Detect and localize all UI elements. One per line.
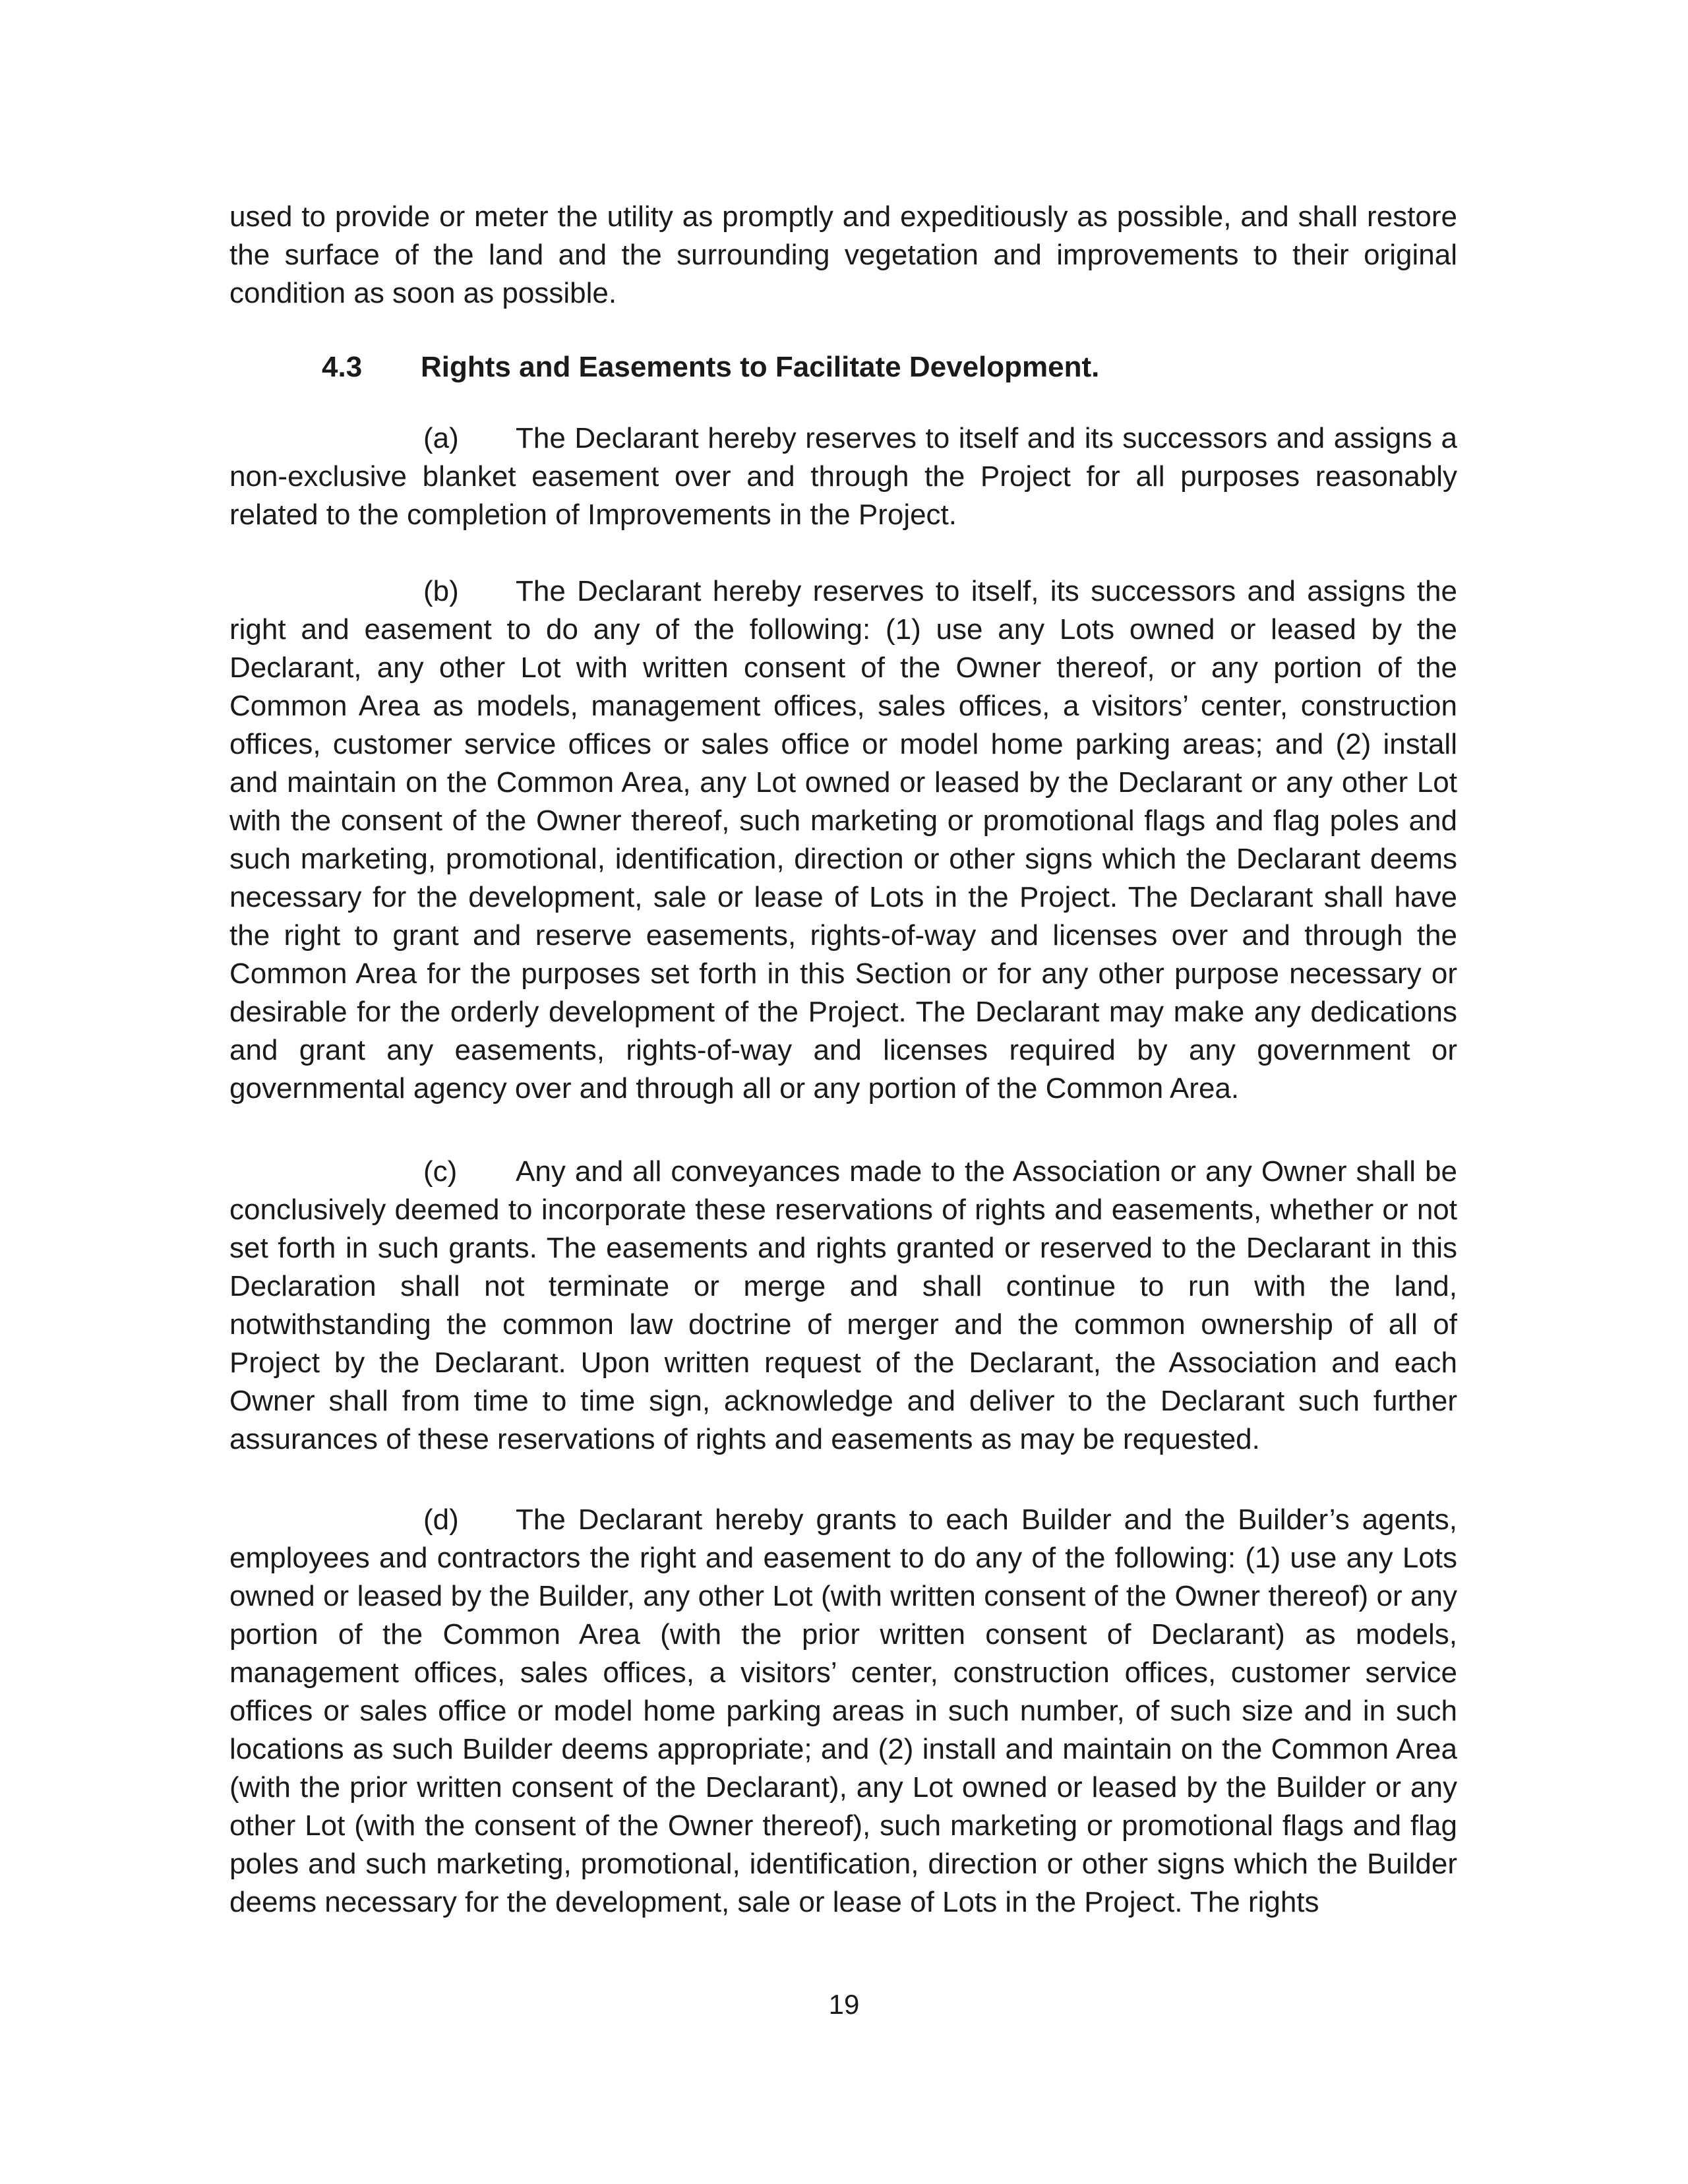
paragraph-label: (b) — [423, 575, 459, 607]
intro-paragraph — [229, 198, 1457, 313]
paragraph-c — [229, 1153, 1457, 1459]
paragraph-text: The Declarant hereby reserves to itself and its successors and assigns a non-exclusive blanket easement over and through the Project for all purposes reasonably related to the completion of Improvements in the Project. — [229, 422, 1457, 531]
paragraph-label: (d) — [423, 1503, 459, 1536]
section-title: Rights and Easements to Facilitate Development. — [421, 351, 1100, 383]
paragraph-b — [229, 572, 1457, 1108]
page-number: 19 — [828, 1989, 860, 2020]
intro-paragraph-text: used to provide or meter the utility as promptly and expeditiously as possible, and shall restore the surface of the land and the surrounding vegetation and improvements to their original condition as soon as possible. — [229, 200, 1457, 309]
section-heading — [322, 348, 1099, 386]
paragraph-label: (a) — [423, 422, 459, 454]
paragraph-label: (c) — [423, 1155, 458, 1188]
section-number: 4.3 — [322, 351, 363, 383]
paragraph-a — [229, 419, 1457, 534]
paragraph-text: Any and all conveyances made to the Association or any Owner shall be conclusively deemed to incorporate these reservations of rights and easements, whether or not set forth in such grants. The easements and rights granted or reserved to the Declarant in this Declaration shall not terminate or merge and shall continue to run with the land, notwithstanding the common law doctrine of merger and the common ownership of all of Project by the Declarant. Upon written request of the Declarant, the Association and each Owner shall from time to time sign, acknowledge and deliver to the Declarant such further assurances of these reservations of rights and easements as may be requested. — [229, 1155, 1457, 1455]
paragraph-d — [229, 1501, 1457, 1922]
paragraph-text: The Declarant hereby reserves to itself, its successors and assigns the right and easement to do any of the following: (1) use any Lots owned or leased by the Declarant, any other Lot with written consent of the Owner thereof, or any portion of the Common Area as models, management offices, sales offices, a visitors’ center, construction offices, customer service offices or sales office or model home parking areas; and (2) install and maintain on the Common Area, any Lot owned or leased by the Declarant or any other Lot with the consent of the Owner thereof, such marketing or promotional flags and flag poles and such marketing, promotional, identification, direction or other signs which the Declarant deems necessary for the development, sale or lease of Lots in the Project. The Declarant shall have the right to grant and reserve easements, rights-of-way and licenses over and through the Common Area for the purposes set forth in this Section or for any other purpose necessary or desirable for the orderly development of the Project. The Declarant may make any dedications and grant any easements, rights-of-way and licenses required by any government or governmental agency over and through all or any portion of the Common Area. — [229, 575, 1457, 1105]
paragraph-text: The Declarant hereby grants to each Builder and the Builder’s agents, employees and contractors the right and easement to do any of the following: (1) use any Lots owned or leased by the Builder, any other Lot (with written consent of the Owner thereof) or any portion of the Common Area (with the prior written consent of Declarant) as models, management offices, sales offices, a visitors’ center, construction offices, customer service offices or sales office or model home parking areas in such number, of such size and in such locations as such Builder deems appropriate; and (2) install and maintain on the Common Area (with the prior written consent of the Declarant), any Lot owned or leased by the Builder or any other Lot (with the consent of the Owner thereof), such marketing or promotional flags and flag poles and such marketing, promotional, identification, direction or other signs which the Builder deems necessary for the development, sale or lease of Lots in the Project. The rights — [229, 1503, 1457, 1918]
